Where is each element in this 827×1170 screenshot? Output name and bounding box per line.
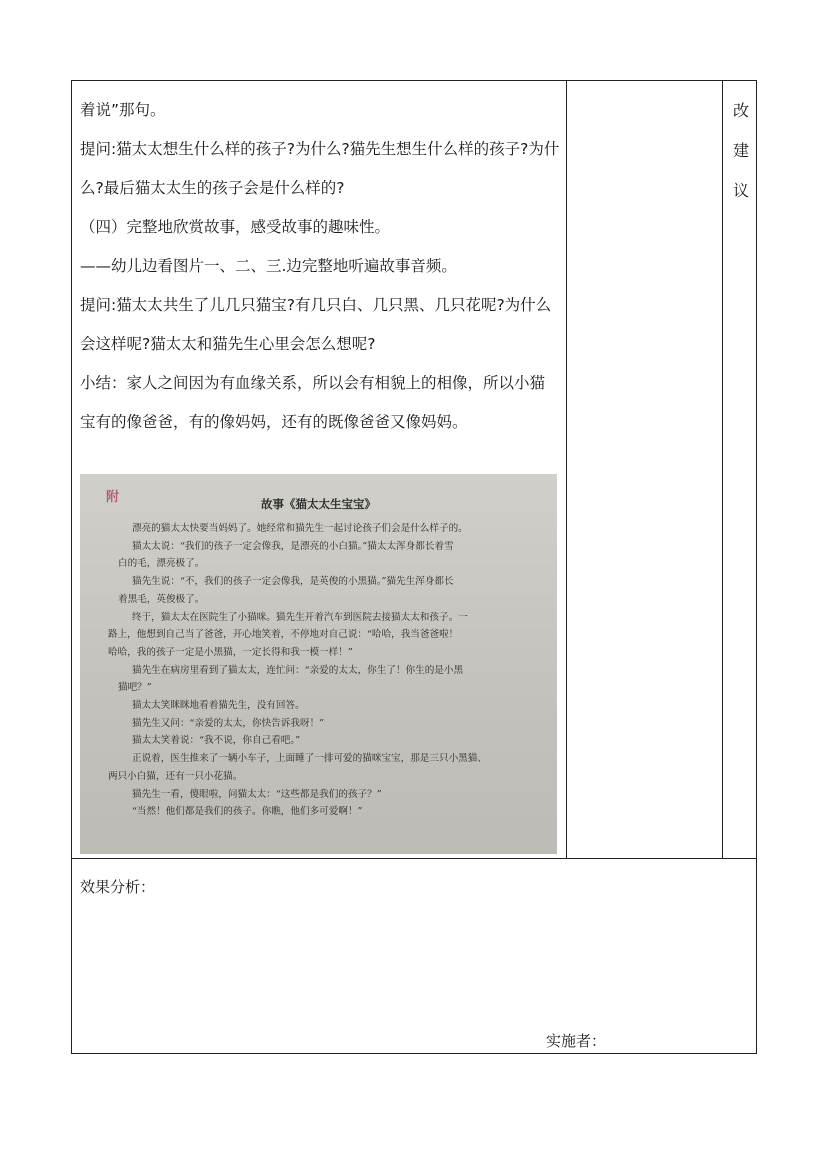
paragraph: 提问:猫太太共生了儿几只猫宝?有几只白、几只黑、几只花呢?为什么会这样呢?猫太太和猫先生心里会怎么想呢? — [80, 296, 552, 353]
story-line: “当然！他们都是我们的孩子。你瞧，他们多可爱啊！” — [132, 806, 363, 818]
story-line: 猫先生又问：“亲爱的太太，你快告诉我呀！” — [132, 717, 325, 729]
story-line: 白的毛，漂亮极了。 — [118, 558, 205, 570]
story-line: 漂亮的猫太太快要当妈妈了。她经常和猫先生一起讨论孩子们会是什么样子的。 — [132, 523, 468, 534]
implementer-label: 实施者： — [546, 1032, 607, 1050]
story-line: 猫太太笑着说：“我不说，你自己看吧。” — [132, 735, 301, 747]
story-line: 哈哈，我的孩子一定是小黑猫，一定长得和我一模一样！” — [108, 646, 353, 658]
paragraph: ——幼儿边看图片一、二、三.边完整地听遍故事音频。 — [80, 257, 457, 275]
story-line: 两只小白猫，还有一只小花猫。 — [108, 770, 243, 782]
revision-suggestions-column — [724, 91, 758, 211]
story-line: 终于，猫太太在医院生了小猫咪。猫先生开着汽车到医院去接猫太太和孩子。一 — [132, 611, 468, 623]
lesson-content — [80, 91, 560, 442]
story-title: 故事《猫太太生宝宝》 — [261, 497, 376, 511]
paragraph: 着说”那句。 — [80, 101, 166, 119]
side-char: 改 — [732, 101, 749, 120]
paragraph: （四）完整地欣赏故事，感受故事的趣味性。 — [80, 218, 391, 236]
lesson-plan-table — [71, 80, 757, 1054]
side-char: 议 — [732, 181, 749, 200]
paragraph: 提问:猫太太想生什么样的孩子?为什么?猫先生想生什么样的孩子?为什么?最后猫太太生的孩子会是什么样的? — [80, 140, 560, 197]
column-divider-1 — [566, 81, 567, 858]
story-line: 猫先生说：“不，我们的孩子一定会像我，是英俊的小黑猫。”猫先生浑身都长 — [132, 576, 454, 588]
side-char: 建 — [732, 141, 749, 160]
story-line: 猫吧？” — [118, 682, 152, 694]
story-line: 着黑毛，英俊极了。 — [118, 593, 205, 605]
story-line: 猫太太笑眯眯地看着猫先生，没有回答。 — [132, 700, 305, 712]
story-line: 猫先生在病房里看到了猫太太，连忙问：“亲爱的太太，你生了！你生的是小黑 — [132, 664, 464, 676]
column-divider-2 — [722, 81, 723, 858]
story-page-photo — [80, 474, 557, 854]
row-divider — [72, 858, 756, 859]
story-line: 猫太太说：“我们的孩子一定会像我，是漂亮的小白猫。”猫太太浑身都长着雪 — [132, 540, 454, 552]
paragraph: 小结：家人之间因为有血缘关系，所以会有相貌上的相像，所以小猫宝有的像爸爸，有的像妈妈，还有的既像爸爸又像妈妈。 — [80, 374, 546, 431]
story-text — [108, 520, 548, 821]
story-line: 猫先生一看，傻眼啦，问猫太太：“这些都是我们的孩子？” — [132, 788, 382, 800]
story-line: 路上，他想到自己当了爸爸，开心地笑着，不停地对自己说：“哈哈，我当爸爸啦！ — [108, 629, 459, 641]
effect-analysis-label: 效果分析： — [80, 878, 156, 896]
story-line: 正说着，医生推来了一辆小车子，上面睡了一排可爱的猫咪宝宝，那是三只小黑猫、 — [132, 753, 487, 765]
attach-label: 附 — [106, 490, 120, 505]
